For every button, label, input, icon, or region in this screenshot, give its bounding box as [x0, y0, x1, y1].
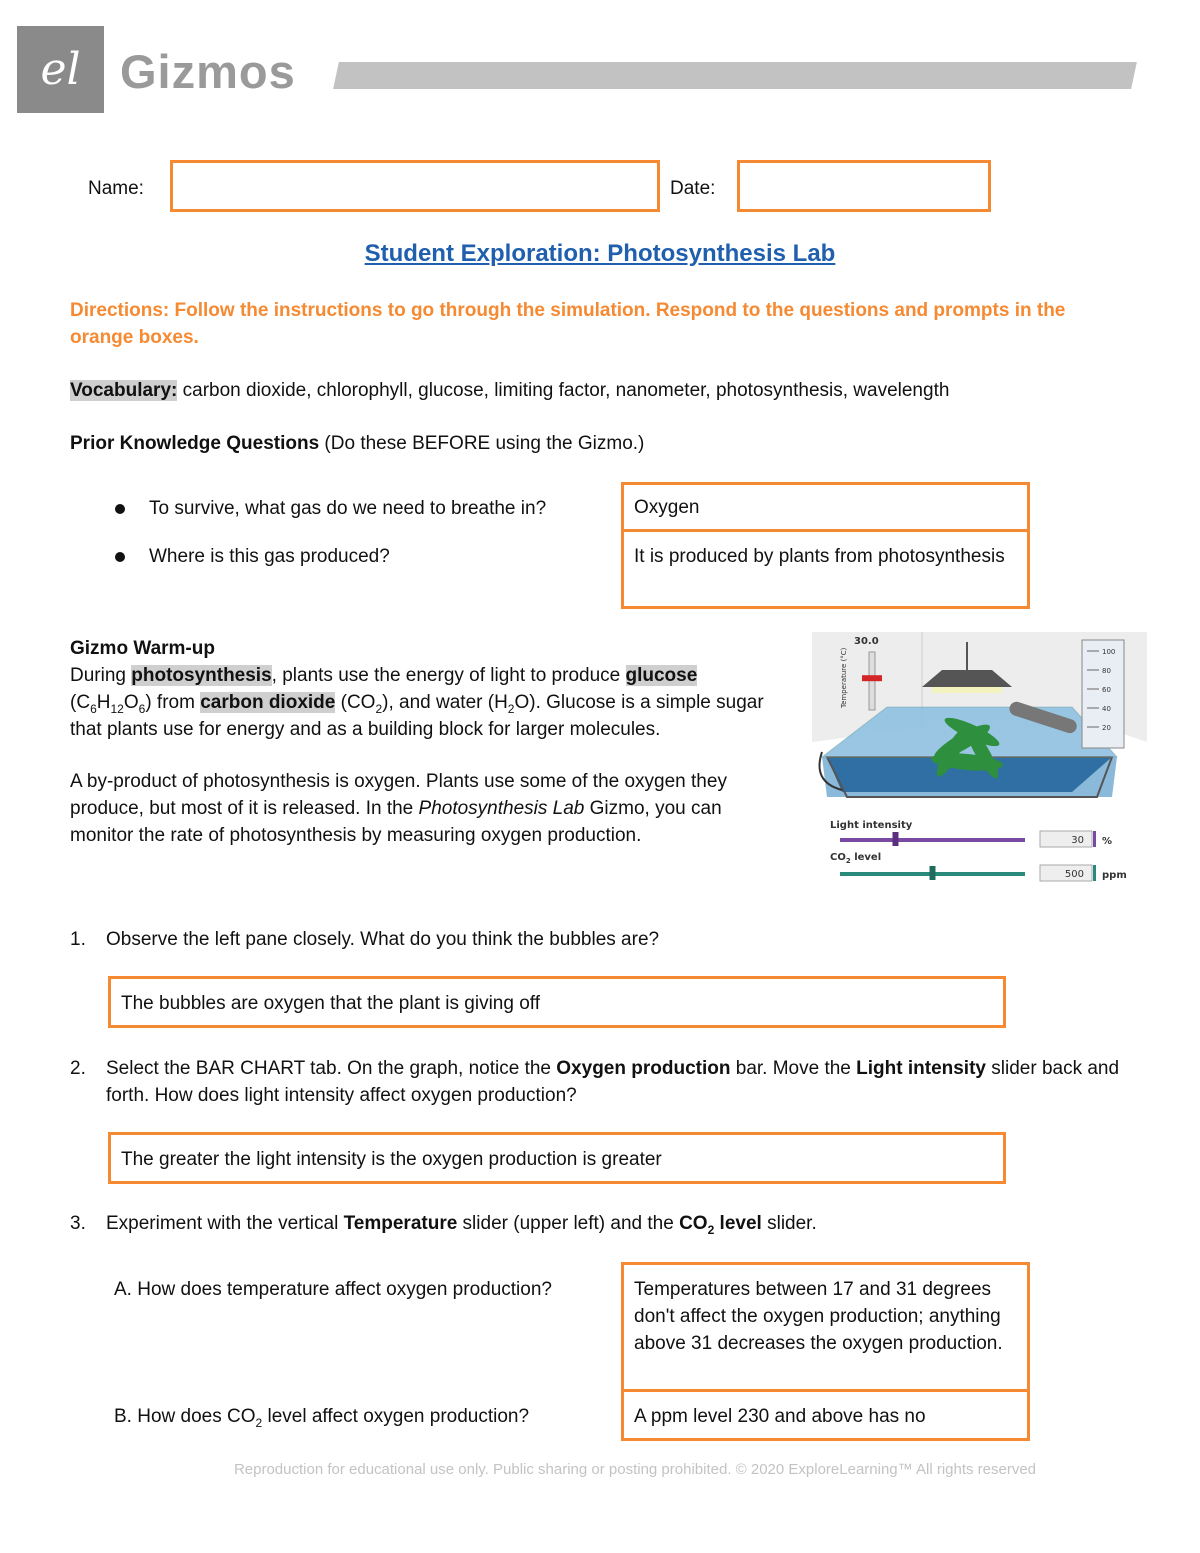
light-slider-track — [840, 838, 1025, 842]
warmup-paragraph-1: During photosynthesis, plants use the energy of light to produce glucose $(C_6H_{12}O_6)$ from carbon dioxide $(CO_2)$, and water $(H_2O)$. Glucose is a simple sugar that plants use for energy and as a building block for larger molecules. — [70, 665, 764, 740]
light-unit: % — [1102, 836, 1113, 847]
question-3a-answer: Temperatures between 17 and 31 degrees don't affect the oxygen production; anything above 31 decreases the oxygen production. — [634, 1279, 1003, 1354]
cylinder-tick-label: 80 — [1102, 667, 1111, 675]
name-value — [173, 163, 657, 183]
co2-level-label: $CO_2$ level — [830, 852, 882, 865]
vocabulary-label: Vocabulary: — [70, 380, 178, 401]
footer-copyright: Reproduction for educational use only. Public sharing or posting prohibited. © 2020 ExploreLearning™ All rights reserved — [233, 1461, 1037, 1478]
warmup-section — [70, 635, 790, 849]
co2-level-value: 500 — [1064, 869, 1084, 880]
prior-knowledge-heading — [70, 430, 644, 457]
bullet-icon — [115, 552, 125, 562]
prior-note: (Do these BEFORE using the Gizmo.) — [319, 433, 645, 454]
question-3b-answer: A ppm level 230 and above has no — [634, 1406, 926, 1427]
prior-question-2: Where is this gas produced? — [149, 546, 390, 567]
question-3a-text: A. How does temperature affect oxygen production? — [114, 1279, 552, 1300]
question-2-answer-box[interactable] — [108, 1132, 1006, 1184]
cylinder-tick-label: 60 — [1102, 686, 1111, 694]
question-2-answer: The greater the light intensity is the oxygen production is greater — [121, 1149, 662, 1170]
gizmos-brand: Gizmos — [120, 45, 296, 98]
gizmo-simulation-image — [812, 632, 1147, 887]
question-1-answer: The bubbles are oxygen that the plant is giving off — [121, 993, 540, 1014]
light-intensity-label: Light intensity — [830, 820, 913, 831]
directions: Directions: Follow the instructions to go through the simulation. Respond to the questions and prompts in the orange boxes. — [70, 300, 1066, 348]
bullet-icon — [115, 504, 125, 514]
prior-answer-1: Oxygen — [634, 497, 700, 518]
question-1-text: Observe the left pane closely. What do you think the bubbles are? — [106, 929, 660, 950]
light-intensity-value: 30 — [1071, 835, 1084, 846]
question-3b-answer-box[interactable] — [621, 1389, 1030, 1441]
temperature-value: 30.0 — [854, 636, 879, 647]
prior-answer-2: It is produced by plants from photosynthesis — [634, 546, 1005, 567]
cylinder-tick-label: 40 — [1102, 705, 1111, 713]
question-3a-answer-box[interactable] — [621, 1262, 1030, 1392]
temperature-label: Temperature (°C) — [840, 647, 848, 708]
cylinder-tick-label: 20 — [1102, 724, 1111, 732]
vocabulary — [70, 377, 1150, 404]
question-3b-text: B. How does $CO_2$ level affect oxygen production? — [114, 1406, 530, 1430]
name-label: Name: — [88, 178, 144, 199]
page-title: Student Exploration: Photosynthesis Lab — [364, 240, 836, 267]
cylinder-tick-label: 100 — [1102, 648, 1116, 656]
date-value — [740, 163, 988, 183]
prior-answer-2-box[interactable] — [621, 529, 1030, 609]
question-3-number: 3. — [70, 1213, 86, 1234]
co2-unit: ppm — [1102, 870, 1127, 881]
vocabulary-terms: carbon dioxide, chlorophyll, glucose, limiting factor, nanometer, photosynthesis, wavelength — [177, 380, 950, 401]
prior-question-1: To survive, what gas do we need to breathe in? — [149, 498, 547, 519]
prior-answer-1-box[interactable] — [621, 482, 1030, 532]
warmup-heading: Gizmo Warm-up — [70, 638, 215, 659]
question-2-text: Select the BAR CHART tab. On the graph, notice the Oxygen production bar. Move the Light intensity slider back and forth. How does light intensity affect oxygen production? — [106, 1058, 1120, 1106]
date-field[interactable] — [737, 160, 991, 212]
header-bar — [333, 62, 1137, 89]
question-2-number: 2. — [70, 1058, 86, 1079]
temperature-slider-thumb — [862, 675, 882, 681]
light-slider-thumb — [893, 832, 899, 846]
question-1-number: 1. — [70, 929, 86, 950]
warmup-paragraph-2: A by-product of photosynthesis is oxygen. Plants use some of the oxygen they produce, but most of it is released. In the Photosynthesis Lab Gizmo, you can monitor the rate of photosynthesis by measuring oxygen production. — [70, 771, 727, 846]
date-label: Date: — [670, 178, 716, 199]
prior-heading-text: Prior Knowledge Questions — [70, 433, 320, 454]
co2-slider-thumb — [930, 866, 936, 880]
question-3-text: Experiment with the vertical Temperature slider (upper left) and the $CO_2$ level slider. — [106, 1213, 817, 1237]
explorelearning-logo: el — [17, 26, 104, 113]
name-field[interactable] — [170, 160, 660, 212]
question-1-answer-box[interactable] — [108, 976, 1006, 1028]
